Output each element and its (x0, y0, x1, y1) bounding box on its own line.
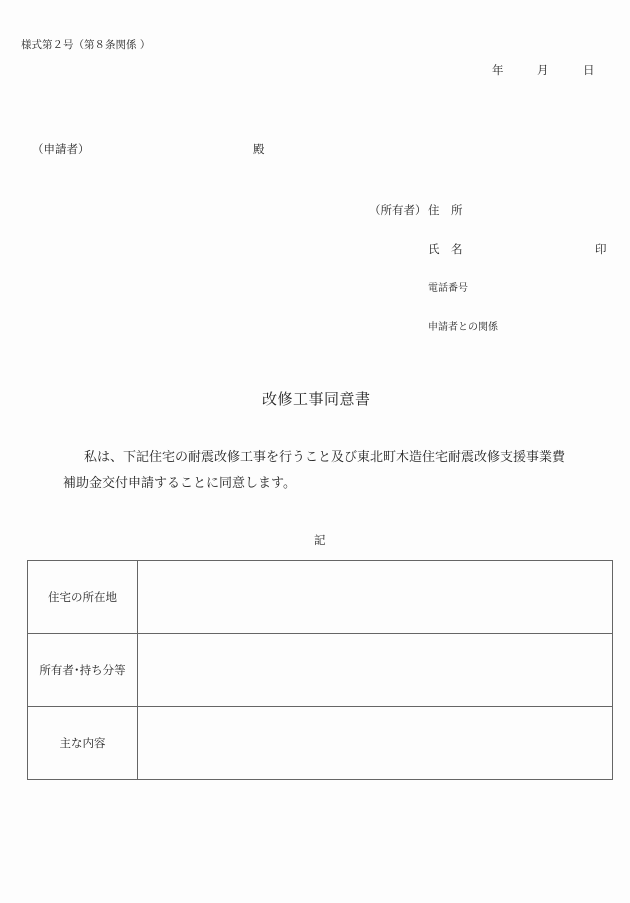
seal-label: 印 (595, 242, 607, 256)
details-table (27, 560, 613, 780)
row-value-location[interactable] (138, 561, 613, 634)
owner-name-label: 氏 名 (428, 242, 463, 256)
row-value-ownership[interactable] (138, 634, 613, 707)
table-row (28, 561, 613, 634)
owner-phone-label: 電話番号 (428, 283, 468, 294)
row-label-location: 住宅の所在地 (28, 561, 138, 634)
date-year-label: 年 (492, 63, 504, 77)
row-value-content[interactable] (138, 707, 613, 780)
ki-label: 記 (314, 533, 326, 547)
document-title: 改修工事同意書 (262, 390, 371, 408)
date-day-label: 日 (583, 63, 595, 77)
body-line-2: 補助金交付申請することに同意します。 (63, 476, 296, 491)
row-label-content: 主な内容 (28, 707, 138, 780)
applicant-label: （申請者） (32, 142, 90, 156)
row-label-ownership: 所有者･持ち分等 (28, 634, 138, 707)
body-line-1: 私は、下記住宅の耐震改修工事を行うこと及び東北町木造住宅耐震改修支援事業費 (84, 450, 566, 465)
form-number: 様式第２号（第８条関係 ） (21, 39, 151, 51)
table-row (28, 707, 613, 780)
honorific-label: 殿 (253, 142, 265, 156)
owner-relation-label: 申請者との関係 (428, 322, 498, 333)
owner-role-label: （所有者） (369, 203, 427, 217)
owner-address-label: 住 所 (428, 203, 463, 217)
date-month-label: 月 (537, 63, 549, 77)
table-row (28, 634, 613, 707)
